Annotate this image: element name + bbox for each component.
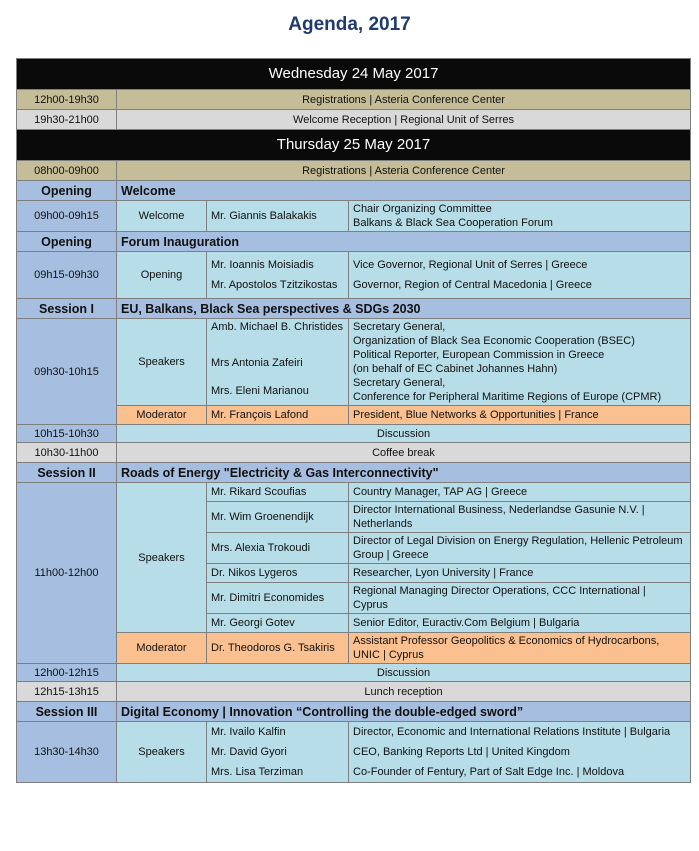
speaker-affiliations	[349, 252, 691, 299]
affiliation-line: Cyprus	[353, 599, 388, 611]
affiliation-line: Director of Legal Division on Energy Regulation, Hellenic Petroleum	[353, 535, 683, 547]
speaker-name: Mr. David Gyori	[211, 746, 287, 758]
session-title: Forum Inauguration	[117, 232, 691, 252]
time-cell: 13h30-14h30	[17, 722, 117, 783]
session-header-row	[17, 463, 691, 483]
speaker-affiliation: Senior Editor, Euractiv.Com Belgium | Bulgaria	[349, 614, 691, 633]
speaker-affiliation	[349, 502, 691, 533]
speaker-name: Mrs. Alexia Trokoudi	[207, 533, 349, 564]
time-cell: 12h15-13h15	[17, 682, 117, 702]
speaker-names	[207, 722, 349, 783]
time-cell: 12h00-19h30	[17, 90, 117, 110]
time-cell: 09h00-09h15	[17, 201, 117, 232]
affiliation-line: UNIC | Cyprus	[353, 649, 424, 661]
agenda-row	[17, 406, 691, 425]
session-label: Session III	[17, 702, 117, 722]
agenda-row	[17, 201, 691, 232]
day-header-row	[17, 59, 691, 90]
agenda-row	[17, 633, 691, 664]
event-cell: Discussion	[117, 664, 691, 682]
role-cell: Speakers	[117, 483, 207, 633]
agenda-row	[17, 664, 691, 682]
time-cell: 08h00-09h00	[17, 161, 117, 181]
moderator-affiliation	[349, 633, 691, 664]
session-header-row	[17, 299, 691, 319]
session-label: Opening	[17, 232, 117, 252]
agenda-row	[17, 252, 691, 299]
affiliation-line: Secretary General,	[353, 377, 446, 389]
speaker-affiliation: Director, Economic and International Relations Institute | Bulgaria	[353, 726, 671, 738]
speaker-name: Dr. Nikos Lygeros	[207, 564, 349, 583]
time-cell: 09h15-09h30	[17, 252, 117, 299]
session-header-row	[17, 181, 691, 201]
affiliation-line: Organization of Black Sea Economic Cooperation (BSEC)	[353, 335, 635, 347]
agenda-row	[17, 110, 691, 130]
session-title: EU, Balkans, Black Sea perspectives & SDGs 2030	[117, 299, 691, 319]
affiliation-line: Chair Organizing Committee	[353, 203, 492, 215]
event-cell: Registrations | Asteria Conference Center	[117, 161, 691, 181]
event-cell: Registrations | Asteria Conference Center	[117, 90, 691, 110]
time-cell: 10h30-11h00	[17, 443, 117, 463]
affiliation-line: Assistant Professor Geopolitics & Economics of Hydrocarbons,	[353, 635, 660, 647]
session-title: Digital Economy | Innovation “Controlling the double-edged sword”	[117, 702, 691, 722]
speaker-affiliation: Co-Founder of Fentury, Part of Salt Edge Inc. | Moldova	[353, 766, 625, 778]
speaker-names	[207, 319, 349, 406]
agenda-row	[17, 483, 691, 502]
session-header-row	[17, 702, 691, 722]
speaker-affiliation: Governor, Region of Central Macedonia | Greece	[353, 279, 592, 291]
agenda-row	[17, 425, 691, 443]
speaker-name: Mr. Wim Groenendijk	[207, 502, 349, 533]
affiliation-line: Balkans & Black Sea Cooperation Forum	[353, 217, 553, 229]
agenda-row	[17, 443, 691, 463]
speaker-affiliation: Vice Governor, Regional Unit of Serres | Greece	[353, 259, 588, 271]
speaker-affiliation	[349, 533, 691, 564]
event-cell: Lunch reception	[117, 682, 691, 702]
speaker-name: Amb. Michael B. Christides	[211, 321, 344, 333]
time-cell: 09h30-10h15	[17, 319, 117, 425]
agenda-row	[17, 682, 691, 702]
time-cell: 11h00-12h00	[17, 483, 117, 664]
agenda-table	[16, 58, 691, 783]
speaker-affiliations	[349, 722, 691, 783]
session-title: Welcome	[117, 181, 691, 201]
speaker-names	[207, 252, 349, 299]
event-cell: Discussion	[117, 425, 691, 443]
day-header: Thursday 25 May 2017	[17, 130, 691, 161]
affiliation-line: Conference for Peripheral Maritime Regions of Europe (CPMR)	[353, 391, 662, 403]
speaker-affiliation: Researcher, Lyon University | France	[349, 564, 691, 583]
speaker-name: Mr. Giannis Balakakis	[207, 201, 349, 232]
moderator-role: Moderator	[117, 406, 207, 425]
session-label: Session I	[17, 299, 117, 319]
speaker-name: Mr. Dimitri Economides	[207, 583, 349, 614]
speaker-name: Mrs. Lisa Terziman	[211, 766, 304, 778]
speaker-name: Mr. Apostolos Tzitzikostas	[211, 279, 338, 291]
affiliation-line: Group | Greece	[353, 549, 429, 561]
speaker-name: Mrs. Eleni Marianou	[211, 385, 309, 397]
speaker-name: Mr. Rikard Scoufias	[207, 483, 349, 502]
affiliation-line: Regional Managing Director Operations, CCC International |	[353, 585, 646, 597]
moderator-name: Dr. Theodoros G. Tsakiris	[207, 633, 349, 664]
session-label: Opening	[17, 181, 117, 201]
affiliation-line: Director International Business, Nederlandse Gasunie N.V. |	[353, 504, 645, 516]
event-cell: Welcome Reception | Regional Unit of Serres	[117, 110, 691, 130]
role-cell: Opening	[117, 252, 207, 299]
day-header-row	[17, 130, 691, 161]
role-cell: Welcome	[117, 201, 207, 232]
role-cell: Speakers	[117, 722, 207, 783]
speaker-affiliation	[349, 201, 691, 232]
agenda-row	[17, 161, 691, 181]
affiliation-line: Political Reporter, European Commission in Greece	[353, 349, 605, 361]
moderator-affiliation: President, Blue Networks & Opportunities | France	[349, 406, 691, 425]
moderator-name: Mr. François Lafond	[207, 406, 349, 425]
time-cell: 12h00-12h15	[17, 664, 117, 682]
day-header: Wednesday 24 May 2017	[17, 59, 691, 90]
speaker-affiliation: Country Manager, TAP AG | Greece	[349, 483, 691, 502]
role-cell: Speakers	[117, 319, 207, 406]
speaker-affiliation	[349, 583, 691, 614]
speaker-name: Mrs Antonia Zafeiri	[211, 357, 303, 369]
session-header-row	[17, 232, 691, 252]
time-cell: 10h15-10h30	[17, 425, 117, 443]
affiliation-line: Secretary General,	[353, 321, 446, 333]
session-label: Session II	[17, 463, 117, 483]
speaker-name: Mr. Ivailo Kalfin	[211, 726, 286, 738]
affiliation-line: Netherlands	[353, 518, 413, 530]
moderator-role: Moderator	[117, 633, 207, 664]
speaker-name: Mr. Georgi Gotev	[207, 614, 349, 633]
agenda-row	[17, 90, 691, 110]
agenda-row	[17, 319, 691, 406]
time-cell: 19h30-21h00	[17, 110, 117, 130]
event-cell: Coffee break	[117, 443, 691, 463]
speaker-affiliation: CEO, Banking Reports Ltd | United Kingdom	[353, 746, 570, 758]
session-title: Roads of Energy "Electricity & Gas Interconnectivity"	[117, 463, 691, 483]
affiliation-line: (on behalf of EC Cabinet Johannes Hahn)	[353, 363, 558, 375]
page-title: Agenda, 2017	[288, 14, 411, 35]
agenda-row	[17, 722, 691, 783]
speaker-name: Mr. Ioannis Moisiadis	[211, 259, 314, 271]
speaker-affiliations	[349, 319, 691, 406]
